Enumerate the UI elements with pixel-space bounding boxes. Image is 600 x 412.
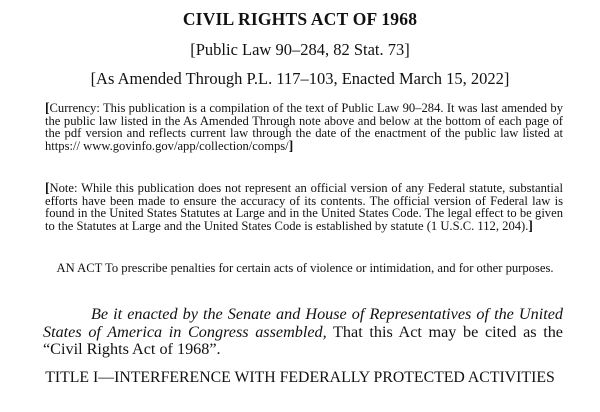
currency-note-close-bracket: ] — [288, 137, 294, 153]
currency-note-open-bracket: [ — [45, 100, 50, 115]
amended-through-note: [As Amended Through P.L. 117–103, Enacted March 15, 2022] — [90, 69, 510, 88]
public-law-citation: [Public Law 90–284, 82 Stat. 73] — [190, 40, 410, 59]
act-title: CIVIL RIGHTS ACT OF 1968 — [182, 9, 418, 29]
federal-law-note — [45, 182, 563, 232]
enacting-clause-short-title: That this Act may be cited as the “Civil Rights Act of 1968”. — [43, 322, 563, 358]
enacting-clause-italic: Be it enacted by the Senate and House of Representatives of the United States of America in Congress assembled, — [43, 305, 563, 341]
federal-note-text: Note: While this publication does not represent an official version of any Federal statute, substantial efforts have been made to ensure the accuracy of its contents. The official version of Federal law is found in the United States Statutes at Large and in the United States Code. The legal effect to be given to the Statutes at Large and the United States Code is established by statute (1 U.S.C. 112, 204). — [45, 181, 563, 233]
currency-note-text: Currency: This publication is a compilation of the text of Public Law 90–284. It was last amended by the public law listed in the As Amended Through note above and below at the bottom of each page of the pdf version and reflects current law through the date of the enactment of the public law listed at https:// www.govinfo.gov/app/collection/comps/ — [45, 101, 563, 153]
federal-note-open-bracket: [ — [45, 180, 50, 195]
currency-note — [45, 102, 563, 152]
title-i-heading: TITLE I—INTERFERENCE WITH FEDERALLY PROTECTED ACTIVITIES — [45, 369, 555, 386]
enacting-clause — [43, 306, 563, 359]
federal-note-close-bracket: ] — [528, 217, 533, 233]
act-purpose: AN ACT To prescribe penalties for certain acts of violence or intimidation, and for other purposes. — [56, 261, 554, 275]
